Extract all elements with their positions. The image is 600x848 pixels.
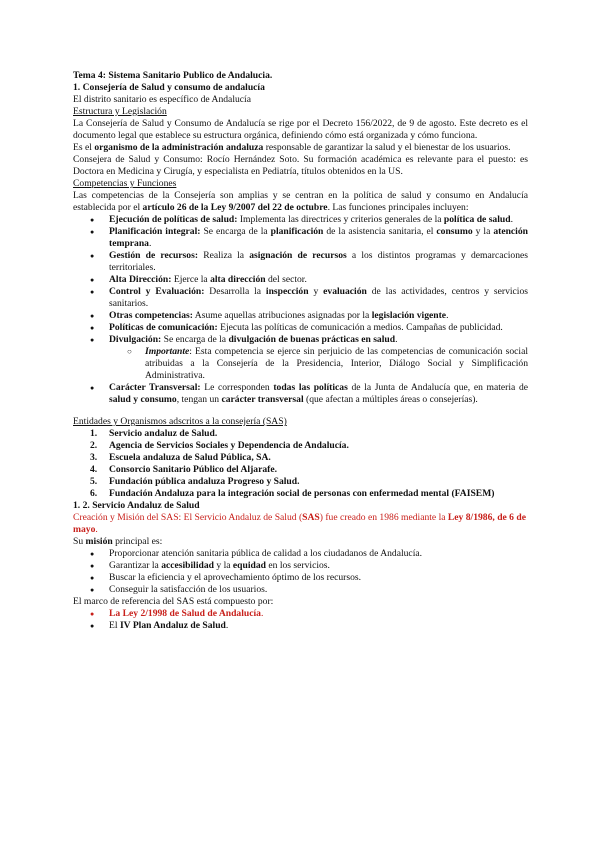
list-item: ● Control y Evaluación: Desarrolla la inspección y evaluación de las actividades, centros y servicios sanitarios. [73, 286, 528, 310]
list-item: ● Garantizar la accesibilidad y la equidad en los servicios. [73, 560, 528, 572]
sub-list [109, 346, 528, 382]
paragraph-mision: Su misión principal es: [73, 536, 163, 547]
list-item: 2. Agencia de Servicios Sociales y Dependencia de Andalucía. [90, 440, 349, 451]
paragraph-marco: El marco de referencia del SAS está compuesto por: [73, 596, 274, 607]
section-heading-sas: 1. 2. Servicio Andaluz de Salud [73, 500, 200, 511]
subheading-entidades: Entidades y Organismos adscritos a la consejería (SAS) [73, 416, 287, 427]
paragraph-creacion-sas: Creación y Misión del SAS: El Servicio Andaluz de Salud (SAS) fue creado en 1986 mediante la Ley 8/1986, de 6 de mayo. [73, 512, 526, 535]
list-item: ● Políticas de comunicación: Ejecuta las políticas de comunicación a medios. Campañas de publicidad. [73, 322, 528, 334]
list-item: ● Conseguir la satisfacción de los usuarios. [73, 584, 528, 596]
list-item: ● El IV Plan Andaluz de Salud. [73, 620, 528, 632]
subheading-estructura: Estructura y Legislación [73, 106, 167, 117]
paragraph-consejera: Consejera de Salud y Consumo: Rocío Hernández Soto. Su formación académica es relevante para el puesto: es Doctora en Medicina y Cirugía, y especialista en Pediatría, títulos obtenidos en la US. [73, 154, 528, 177]
list-item: ● Otras competencias: Asume aquellas atribuciones asignadas por la legislación vigente. [73, 310, 528, 322]
entidades-list [73, 428, 528, 500]
list-item: ● Ejecución de políticas de salud: Implementa las directrices y criterios generales de la política de salud. [73, 214, 528, 226]
spacer [73, 406, 528, 416]
intro-line: El distrito sanitario es específico de Andalucía [73, 94, 251, 105]
sub-list-item: ○ Importante: Esta competencia se ejerce sin perjuicio de las competencias de comunicación social atribuidas a la Consejería de la Presidencia, Interior, Diálogo Social y Simplificación Administrativa. [109, 346, 528, 382]
document-content [73, 70, 528, 632]
list-item: ● Gestión de recursos: Realiza la asignación de recursos a los distintos programas y demarcaciones territoriales. [73, 250, 528, 274]
list-item: ● Proporcionar atención sanitaria pública de calidad a los ciudadanos de Andalucía. [73, 548, 528, 560]
paragraph-organismo: Es el organismo de la administración andaluza responsable de garantizar la salud y el bienestar de los usuarios. [73, 142, 511, 153]
section-heading-consejeria: 1. Consejería de Salud y consumo de andalucía [73, 82, 265, 93]
subheading-competencias: Competencias y Funciones [73, 178, 177, 189]
doc-title: Tema 4: Sistema Sanitario Publico de Andalucia. [73, 70, 273, 81]
list-item: 6. Fundación Andaluza para la integración social de personas con enfermedad mental (FAISEM) [90, 488, 495, 499]
list-item: 1. Servicio andaluz de Salud. [90, 428, 218, 439]
list-item: ● Buscar la eficiencia y el aprovechamiento óptimo de los recursos. [73, 572, 528, 584]
list-item: ● Planificación integral: Se encarga de la planificación de la asistencia sanitaria, el consumo y la atención temprana. [73, 226, 528, 250]
list-item: 5. Fundación pública andaluza Progreso y Salud. [90, 476, 300, 487]
competencias-list [73, 214, 528, 406]
list-item: ● La Ley 2/1998 de Salud de Andalucía. [73, 608, 528, 620]
list-item: ● Divulgación: Se encarga de la divulgación de buenas prácticas en salud. ○ Importante: Esta competencia se ejerce sin perjuicio de las competencias de comunicación social atribuidas a la Consejería de la Presidencia, Interior, Diálogo Social y Simplificación Administrativa. [73, 334, 528, 382]
marco-list [73, 608, 528, 632]
paragraph-competencias-intro: Las competencias de la Consejería son amplias y se centran en la política de salud y consumo en Andalucía establecida por el artículo 26 de la Ley 9/2007 del 22 de octubre. Las funciones principales incluyen: [73, 190, 528, 213]
paragraph-decreto: La Consejería de Salud y Consumo de Andalucía se rige por el Decreto 156/2022, de 9 de agosto. Este decreto es el documento legal que establece su estructura orgánica, definiendo cómo está organizada y cómo funciona. [73, 118, 528, 141]
list-item: ● Alta Dirección: Ejerce la alta dirección del sector. [73, 274, 528, 286]
list-item: 4. Consorcio Sanitario Público del Aljarafe. [90, 464, 277, 475]
list-item: 3. Escuela andaluza de Salud Pública, SA. [90, 452, 271, 463]
mision-list [73, 548, 528, 596]
list-item: ● Carácter Transversal: Le corresponden todas las políticas de la Junta de Andalucía que, en materia de salud y consumo, tengan un carácter transversal (que afectan a múltiples áreas o consejerías). [73, 382, 528, 406]
